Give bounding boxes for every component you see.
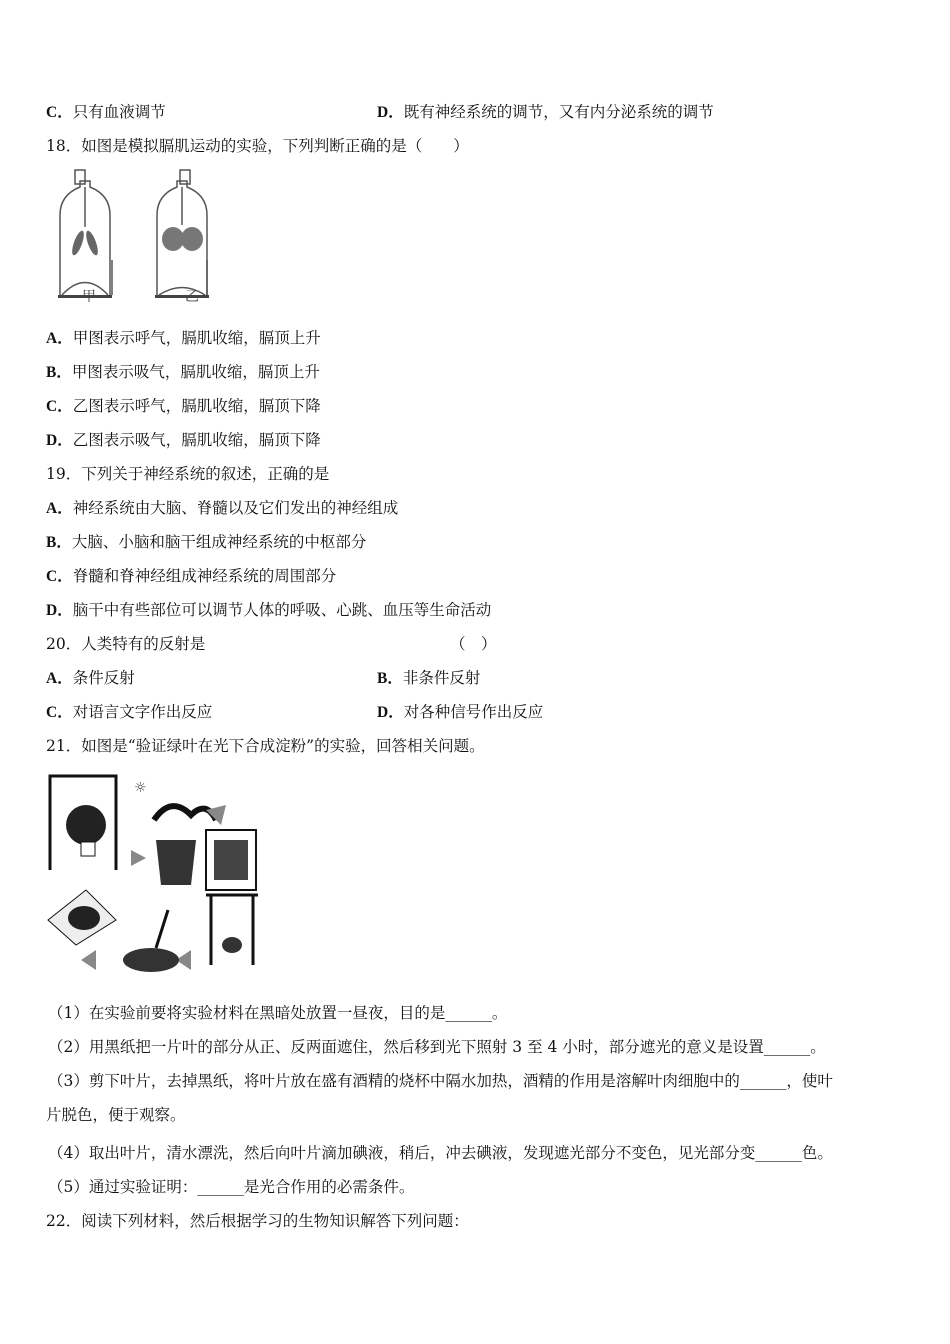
q20-option-c (46, 702, 212, 723)
q20-option-a (46, 668, 135, 689)
option-letter: B． (377, 670, 403, 687)
option-text: 既有神经系统的调节，又有内分泌系统的调节 (403, 103, 714, 121)
option-letter: B． (46, 534, 72, 551)
option-text: 甲图表示呼气，膈肌收缩，膈顶上升 (72, 329, 321, 347)
starch-experiment-figure (46, 770, 276, 985)
option-letter: C． (46, 398, 73, 415)
diaphragm-model-figure (52, 165, 232, 305)
q19-option-a (46, 498, 398, 519)
q21-sub-5: （5）通过实验证明：______是光合作用的必需条件。 (48, 1178, 415, 1196)
q21-sub-2: （2）用黑纸把一片叶的部分从正、反两面遮住，然后移到光下照射 3 至 4 小时，部分遮光的意义是设置______。 (48, 1038, 826, 1056)
q19-option-d (46, 600, 491, 621)
option-text: 脑干中有些部位可以调节人体的呼吸、心跳、血压等生命活动 (72, 601, 492, 619)
option-text: 乙图表示呼气，膈肌收缩，膈顶下降 (72, 397, 321, 415)
option-text: 脊髓和脊神经组成神经系统的周围部分 (72, 567, 337, 585)
q21-sub-3-cont: 片脱色，便于观察。 (46, 1106, 186, 1124)
option-letter: A． (46, 330, 73, 347)
q18-option-a (46, 328, 321, 349)
option-letter: D． (46, 602, 73, 619)
q21-sub-3: （3）剪下叶片，去掉黑纸，将叶片放在盛有酒精的烧杯中隔水加热，酒精的作用是溶解叶肉细胞中的______，使叶 (48, 1072, 833, 1090)
q18-stem: 18．如图是模拟膈肌运动的实验，下列判断正确的是（ ） (46, 137, 469, 155)
option-text: 非条件反射 (402, 669, 481, 687)
option-letter: A． (46, 670, 73, 687)
q19-option-c (46, 566, 336, 587)
option-text: 只有血液调节 (72, 103, 166, 121)
option-text: 对语言文字作出反应 (72, 703, 213, 721)
figure-label-jia: 甲 (82, 289, 96, 305)
q20-answer-paren: （ ） (450, 635, 497, 653)
q20-stem: 20．人类特有的反射是 (46, 635, 206, 653)
q22-stem: 22．阅读下列材料，然后根据学习的生物知识解答下列问题： (46, 1212, 469, 1230)
option-letter: C． (46, 704, 73, 721)
option-letter: D． (46, 432, 73, 449)
q18-option-c (46, 396, 321, 417)
q21-sub-4: （4）取出叶片，清水漂洗，然后向叶片滴加碘液，稍后，冲去碘液，发现遮光部分不变色，见光部分变______色。 (48, 1144, 833, 1162)
option-text: 大脑、小脑和脑干组成神经系统的中枢部分 (71, 533, 367, 551)
option-letter: D． (377, 104, 404, 121)
option-text: 甲图表示吸气，膈肌收缩，膈顶上升 (71, 363, 320, 381)
q18-option-b (46, 362, 320, 383)
figure-label-yi: 乙 (185, 289, 199, 305)
option-letter: D． (377, 704, 404, 721)
q17-option-d (377, 102, 714, 123)
svg-text:☼: ☼ (134, 780, 147, 796)
q19-option-b (46, 532, 366, 553)
q21-stem: 21．如图是“验证绿叶在光下合成淀粉”的实验，回答相关问题。 (46, 737, 485, 755)
q20-option-d (377, 702, 543, 723)
option-text: 条件反射 (72, 669, 135, 687)
q21-sub-1: （1）在实验前要将实验材料在黑暗处放置一昼夜，目的是______。 (48, 1004, 508, 1022)
option-letter: C． (46, 568, 73, 585)
option-letter: A． (46, 500, 73, 517)
q19-stem: 19．下列关于神经系统的叙述，正确的是 (46, 465, 330, 483)
option-text: 神经系统由大脑、脊髓以及它们发出的神经组成 (72, 499, 399, 517)
q17-option-c (46, 102, 166, 123)
q18-option-d (46, 430, 321, 451)
q20-option-b (377, 668, 480, 689)
option-letter: C． (46, 104, 73, 121)
option-letter: B． (46, 364, 72, 381)
option-text: 乙图表示吸气，膈肌收缩，膈顶下降 (72, 431, 321, 449)
option-text: 对各种信号作出反应 (403, 703, 544, 721)
